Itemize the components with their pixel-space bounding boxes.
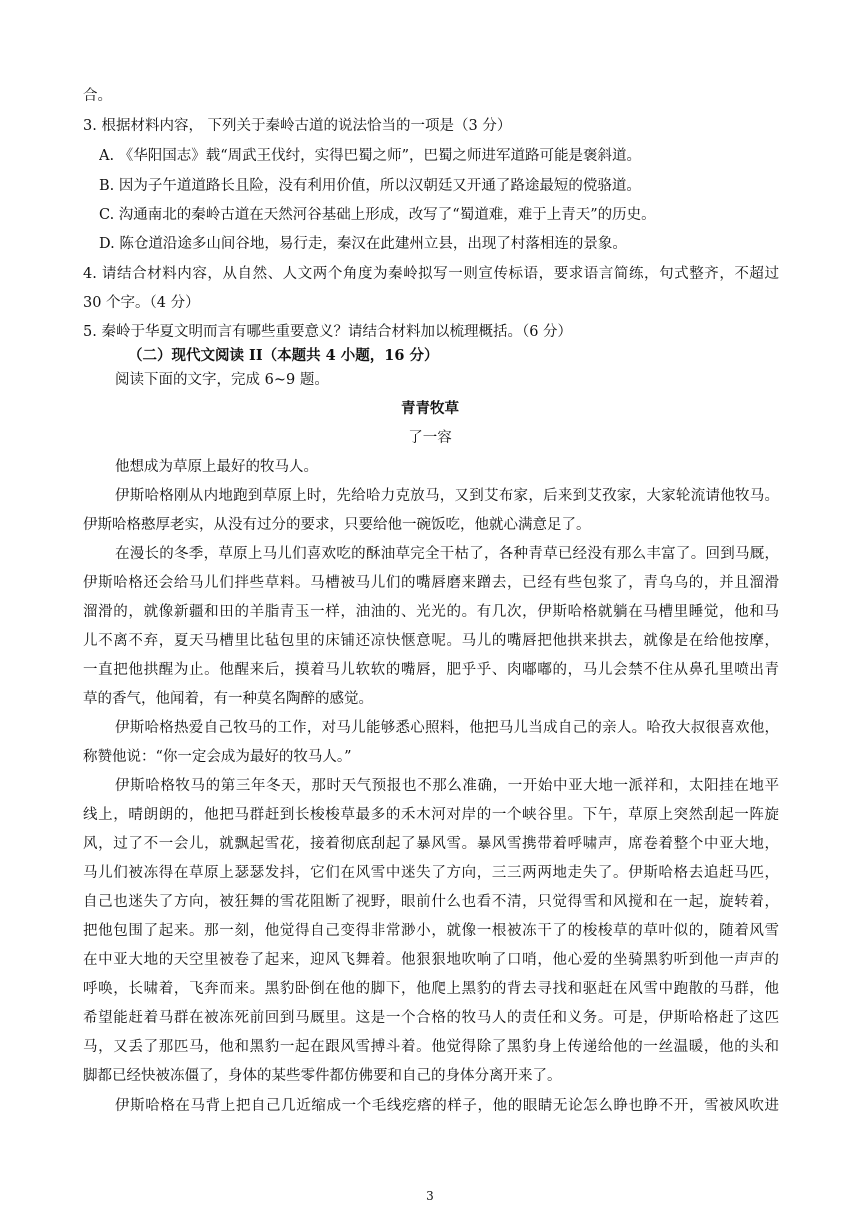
article-paragraph-line: 脚都已经快被冻僵了，身体的某些零件都仿佛要和自己的身体分离开来了。 [83,1068,562,1084]
article-paragraph-line: 一直把他拱醒为止。他醒来后，摸着马儿软软的嘴唇，肥乎乎、肉嘟嘟的，马儿会禁不住从鼻孔里喷出青 [83,662,779,678]
article-paragraph-line: 风，过了不一会儿，就飘起雪花，接着彻底刮起了暴风雪。暴风雪携带着呼啸声，席卷着整个中亚大地， [83,836,779,852]
article-paragraph-line: 他想成为草原上最好的牧马人。 [115,459,318,475]
article-paragraph-line: 把他包围了起来。那一刻，他觉得自己变得非常渺小，就像一根被冻干了的梭梭草的草叶似的，随着风雪 [83,923,779,939]
article-title: 青青牧草 [401,400,459,417]
article-paragraph-line: 伊斯哈格刚从内地跑到草原上时，先给哈力克放马，又到艾布家，后来到艾孜家，大家轮流请他牧马。 [115,488,779,504]
article-paragraph-line: 马儿们被冻得在草原上瑟瑟发抖，它们在风雪中迷失了方向，三三两两地走失了。伊斯哈格去追赶马匹， [83,865,779,881]
page-number: 3 [426,1189,434,1203]
question-3-option-c: C. 沟通南北的秦岭古道在天然河谷基础上形成，改写了“蜀道难，难于上青天”的历史。 [99,207,656,223]
article-paragraph-line: 伊斯哈格还会给马儿们拌些草料。马槽被马儿们的嘴唇磨来蹭去，已经有些包浆了，青乌乌的，并且溜滑 [83,575,779,591]
article-paragraph-line: 伊斯哈格热爱自己牧马的工作，对马儿能够悉心照料，他把马儿当成自己的亲人。哈孜大叔很喜欢他， [115,720,779,736]
article-paragraph-line: 伊斯哈格在马背上把自己几近缩成一个毛线疙瘩的样子，他的眼睛无论怎么睁也睁不开，雪被风吹进 [115,1098,779,1114]
article-paragraph-line: 溜滑的，就像新疆和田的羊脂青玉一样，油油的、光光的。有几次，伊斯哈格就躺在马槽里睡觉，他和马 [83,604,779,620]
question-5-stem: 5. 秦岭于华夏文明而言有哪些重要意义？请结合材料加以梳理概括。（6 分） [83,324,573,340]
carryover-fragment: 合。 [83,88,112,104]
article-paragraph-line: 线上，晴朗朗的，他把马群赶到长梭梭草最多的禾木河对岸的一个峡谷里。下午，草原上突然刮起一阵旋 [83,807,779,823]
question-3-option-d: D. 陈仓道沿途多山间谷地，易行走，秦汉在此建州立县，出现了村落相连的景象。 [99,236,627,252]
article-paragraph-line: 伊斯哈格憨厚老实，从没有过分的要求，只要给他一碗饭吃，他就心满意足了。 [83,517,591,533]
article-paragraph-line: 在中亚大地的天空里被卷了起来，迎风飞舞着。他狠狠地吹响了口哨，他心爱的坐骑黑豹听到他一声声的 [83,952,779,968]
section-heading: （二）现代文阅读 II（本题共 4 小题，16 分） [128,347,439,364]
article-paragraph-line: 呼唤，长啸着，飞奔而来。黑豹卧倒在他的脚下，他爬上黑豹的背去寻找和驱赶在风雪中跑散的马群，他 [83,981,779,997]
section-instruction: 阅读下面的文字，完成 6~9 题。 [115,372,329,388]
question-3-option-b: B. 因为子午道道路长且险，没有利用价值，所以汉朝廷又开通了路途最短的傥骆道。 [99,178,641,194]
article-author: 了一容 [408,430,452,446]
article-paragraph-line: 称赞他说：“你一定会成为最好的牧马人。” [83,749,352,765]
article-paragraph-line: 自己也迷失了方向，被狂舞的雪花阻断了视野，眼前什么也看不清，只觉得雪和风搅和在一起，旋转着， [83,894,779,910]
question-4-stem-line1: 4. 请结合材料内容，从自然、人文两个角度为秦岭拟写一则宣传标语，要求语言简练，句式整齐，不超过 [83,266,779,282]
question-3-option-a: A. 《华阳国志》载“周武王伐纣，实得巴蜀之师”，巴蜀之师进军道路可能是褒斜道。 [99,148,642,164]
article-paragraph-line: 希望能赶着马群在被冻死前回到马厩里。这是一个合格的牧马人的责任和义务。可是，伊斯哈格赶了这匹 [83,1010,779,1026]
article-paragraph-line: 儿不离不弃，夏天马槽里比毡包里的床铺还凉快惬意呢。马儿的嘴唇把他拱来拱去，就像是在给他按摩， [83,633,779,649]
question-3-stem: 3. 根据材料内容， 下列关于秦岭古道的说法恰当的一项是（3 分） [83,118,512,134]
article-paragraph-line: 在漫长的冬季，草原上马儿们喜欢吃的酥油草完全干枯了，各种青草已经没有那么丰富了。回到马厩， [115,546,779,562]
article-paragraph-line: 马，又丢了那匹马，他和黑豹一起在跟风雪搏斗着。他觉得除了黑豹身上传递给他的一丝温暖，他的头和 [83,1039,779,1055]
article-paragraph-line: 伊斯哈格牧马的第三年冬天，那时天气预报也不那么准确，一开始中亚大地一派祥和，太阳挂在地平 [115,778,779,794]
question-4-stem-line2: 30 个字。（4 分） [83,295,200,311]
article-paragraph-line: 草的香气，他闻着，有一种莫名陶醉的感觉。 [83,691,373,707]
